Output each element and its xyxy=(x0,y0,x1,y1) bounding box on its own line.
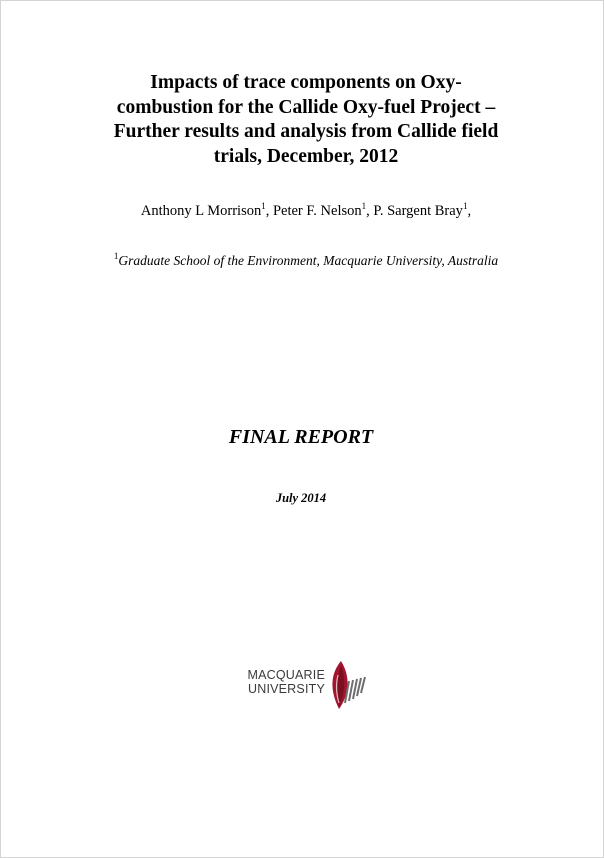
affiliation-text: Graduate School of the Environment, Macquarie University, Australia xyxy=(118,253,499,268)
affiliation-mark: 1 xyxy=(462,201,468,211)
author-name: Peter F. Nelson xyxy=(272,203,362,219)
logo-line-1: MACQUARIE xyxy=(247,668,325,682)
document-title xyxy=(71,71,541,169)
affiliation-mark: 1 xyxy=(361,201,367,211)
logo-wordmark xyxy=(237,668,325,696)
author-separator: , xyxy=(366,203,374,219)
title-line-4: trials, December, 2012 xyxy=(213,145,399,167)
author-name: Anthony L Morrison xyxy=(140,203,262,219)
affiliation-mark: 1 xyxy=(261,201,266,211)
university-logo xyxy=(237,659,377,711)
affiliation-mark: 1 xyxy=(113,251,119,261)
author-separator: , xyxy=(265,203,273,219)
title-line-2: combustion for the Callide Oxy-fuel Project – xyxy=(116,96,496,118)
report-date: July 2014 xyxy=(275,491,327,505)
author-list xyxy=(61,201,551,220)
macquarie-lighthouse-flame-icon xyxy=(327,659,367,711)
title-line-3: Further results and analysis from Callide field xyxy=(113,121,499,142)
affiliation xyxy=(61,251,551,269)
report-label: FINAL REPORT xyxy=(228,426,374,448)
logo-line-2: UNIVERSITY xyxy=(247,682,325,696)
title-line-1: Impacts of trace components on Oxy- xyxy=(150,72,462,93)
author-name: P. Sargent Bray xyxy=(373,203,463,219)
author-separator: , xyxy=(467,203,472,219)
